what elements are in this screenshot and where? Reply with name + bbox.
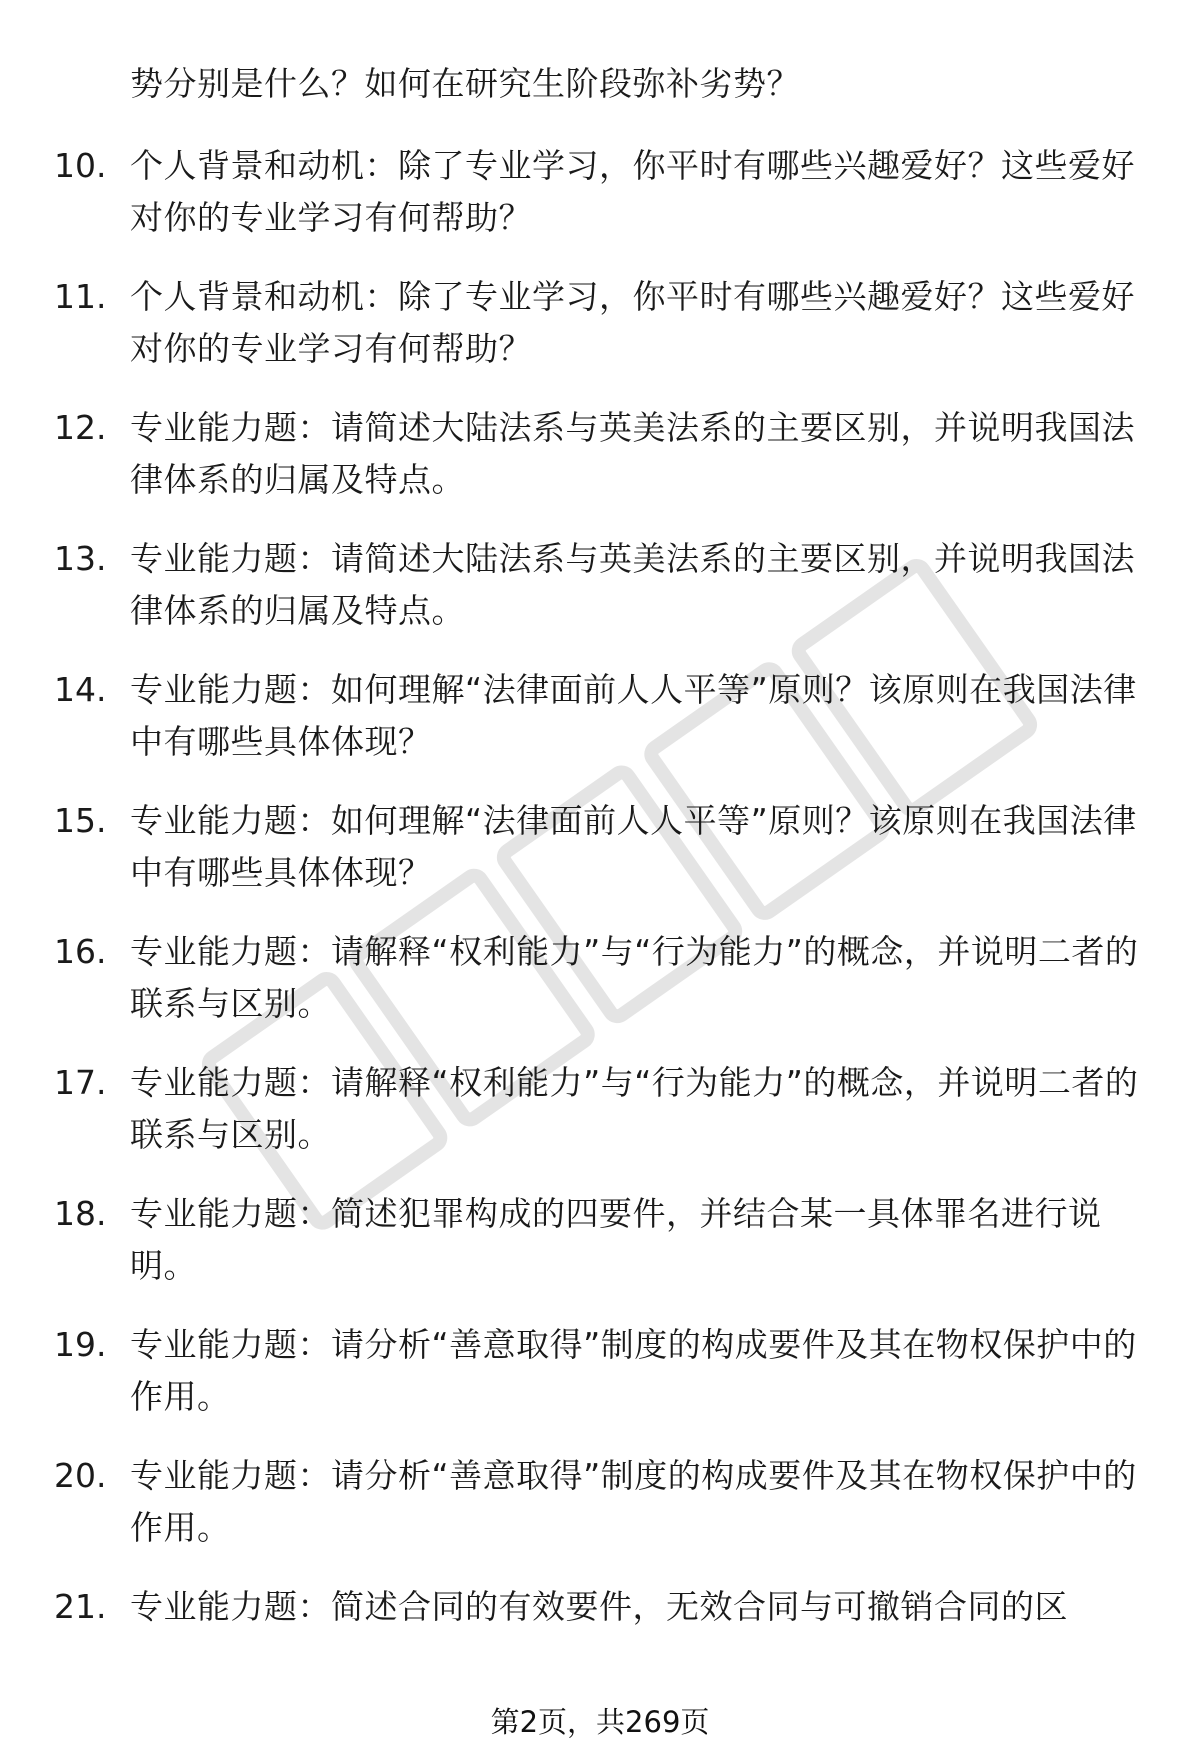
item-number: 18.	[54, 1194, 107, 1233]
item-text: 个人背景和动机：除了专业学习，你平时有哪些兴趣爱好？这些爱好对你的专业学习有何帮助？	[130, 277, 1135, 368]
list-item	[0, 271, 1200, 402]
item-number: 10.	[54, 146, 107, 185]
item-text: 专业能力题：请分析“善意取得”制度的构成要件及其在物权保护中的作用。	[130, 1325, 1137, 1416]
list-item	[0, 533, 1200, 664]
list-item	[0, 140, 1200, 271]
continuation-text: 势分别是什么？如何在研究生阶段弥补劣势？	[130, 64, 800, 103]
item-text: 专业能力题：如何理解“法律面前人人平等”原则？该原则在我国法律中有哪些具体体现？	[130, 670, 1137, 761]
list-item	[0, 402, 1200, 533]
list-item	[0, 795, 1200, 926]
item-number: 11.	[54, 277, 107, 316]
item-number: 16.	[54, 932, 107, 971]
list-item	[0, 1057, 1200, 1188]
item-text: 专业能力题：请解释“权利能力”与“行为能力”的概念，并说明二者的联系与区别。	[130, 932, 1139, 1023]
list-item	[0, 1581, 1200, 1712]
item-number: 17.	[54, 1063, 107, 1102]
question-list	[0, 140, 1200, 1712]
list-item	[0, 664, 1200, 795]
item-number: 21.	[54, 1587, 107, 1626]
item-text: 专业能力题：请简述大陆法系与英美法系的主要区别，并说明我国法律体系的归属及特点。	[130, 539, 1135, 630]
list-item	[0, 926, 1200, 1057]
list-item	[0, 1319, 1200, 1450]
item-number: 12.	[54, 408, 107, 447]
item-number: 15.	[54, 801, 107, 840]
list-item	[0, 1188, 1200, 1319]
item-text: 专业能力题：简述合同的有效要件，无效合同与可撤销合同的区	[130, 1587, 1068, 1626]
item-text: 专业能力题：如何理解“法律面前人人平等”原则？该原则在我国法律中有哪些具体体现？	[130, 801, 1137, 892]
item-number: 14.	[54, 670, 107, 709]
item-number: 13.	[54, 539, 107, 578]
item-text: 个人背景和动机：除了专业学习，你平时有哪些兴趣爱好？这些爱好对你的专业学习有何帮助？	[130, 146, 1135, 237]
item-text: 专业能力题：请简述大陆法系与英美法系的主要区别，并说明我国法律体系的归属及特点。	[130, 408, 1135, 499]
item-text: 专业能力题：请分析“善意取得”制度的构成要件及其在物权保护中的作用。	[130, 1456, 1137, 1547]
page-footer: 第2页，共269页	[490, 1705, 710, 1739]
item-text: 专业能力题：请解释“权利能力”与“行为能力”的概念，并说明二者的联系与区别。	[130, 1063, 1139, 1154]
item-text: 专业能力题：简述犯罪构成的四要件，并结合某一具体罪名进行说明。	[130, 1194, 1102, 1285]
item-number: 19.	[54, 1325, 107, 1364]
list-item	[0, 1450, 1200, 1581]
item-number: 20.	[54, 1456, 107, 1495]
